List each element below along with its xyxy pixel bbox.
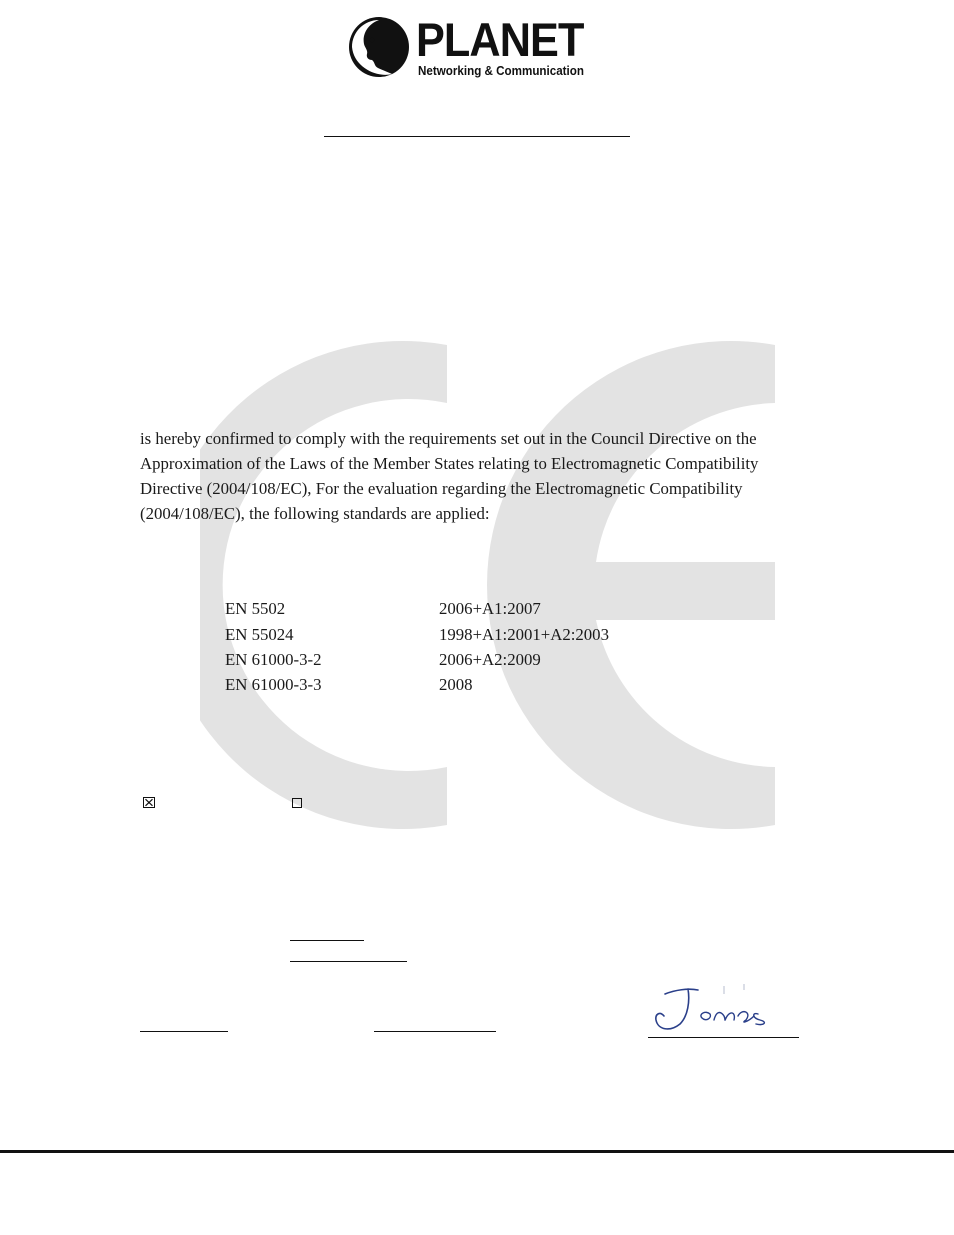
- ce-watermark: [200, 340, 790, 835]
- brand-tagline: Networking & Communication: [418, 64, 584, 78]
- unchecked-checkbox[interactable]: [292, 798, 302, 808]
- standard-row: [225, 647, 645, 672]
- blank-field-line: [140, 1031, 228, 1032]
- standard-version: 2008: [439, 675, 473, 694]
- standard-row: [225, 596, 645, 621]
- x-mark-icon: [144, 798, 154, 807]
- blank-field-line: [374, 1031, 496, 1032]
- blank-field-line: [290, 940, 364, 941]
- checked-checkbox[interactable]: [143, 797, 155, 808]
- footer-rule: [0, 1150, 954, 1153]
- signature-line: [648, 1037, 799, 1038]
- handwritten-signature: [640, 976, 800, 1036]
- standard-name: EN 5502: [225, 599, 286, 618]
- compliance-statement: [140, 426, 820, 526]
- statement-line: Directive (2004/108/EC), For the evaluation regarding the Electromagnetic Compatibility: [140, 479, 743, 498]
- standard-version: 2006+A1:2007: [439, 599, 541, 618]
- standard-version: 2006+A2:2009: [439, 650, 541, 669]
- statement-line: Approximation of the Laws of the Member States relating to Electromagnetic Compatibility: [140, 454, 759, 473]
- standard-row: [225, 622, 645, 647]
- standard-name: EN 61000-3-2: [225, 650, 322, 669]
- title-underline: [324, 136, 630, 137]
- standard-name: EN 61000-3-3: [225, 675, 322, 694]
- statement-line: (2004/108/EC), the following standards are applied:: [140, 504, 490, 523]
- blank-field-line: [290, 961, 407, 962]
- planet-globe-face-icon: [348, 16, 410, 78]
- standard-name: EN 55024: [225, 625, 294, 644]
- planet-logo: [348, 14, 593, 82]
- brand-wordmark: PLANET: [416, 13, 584, 66]
- standard-row: [225, 672, 645, 697]
- statement-line: is hereby confirmed to comply with the requirements set out in the Council Directive on the: [140, 429, 757, 448]
- standard-version: 1998+A1:2001+A2:2003: [439, 625, 609, 644]
